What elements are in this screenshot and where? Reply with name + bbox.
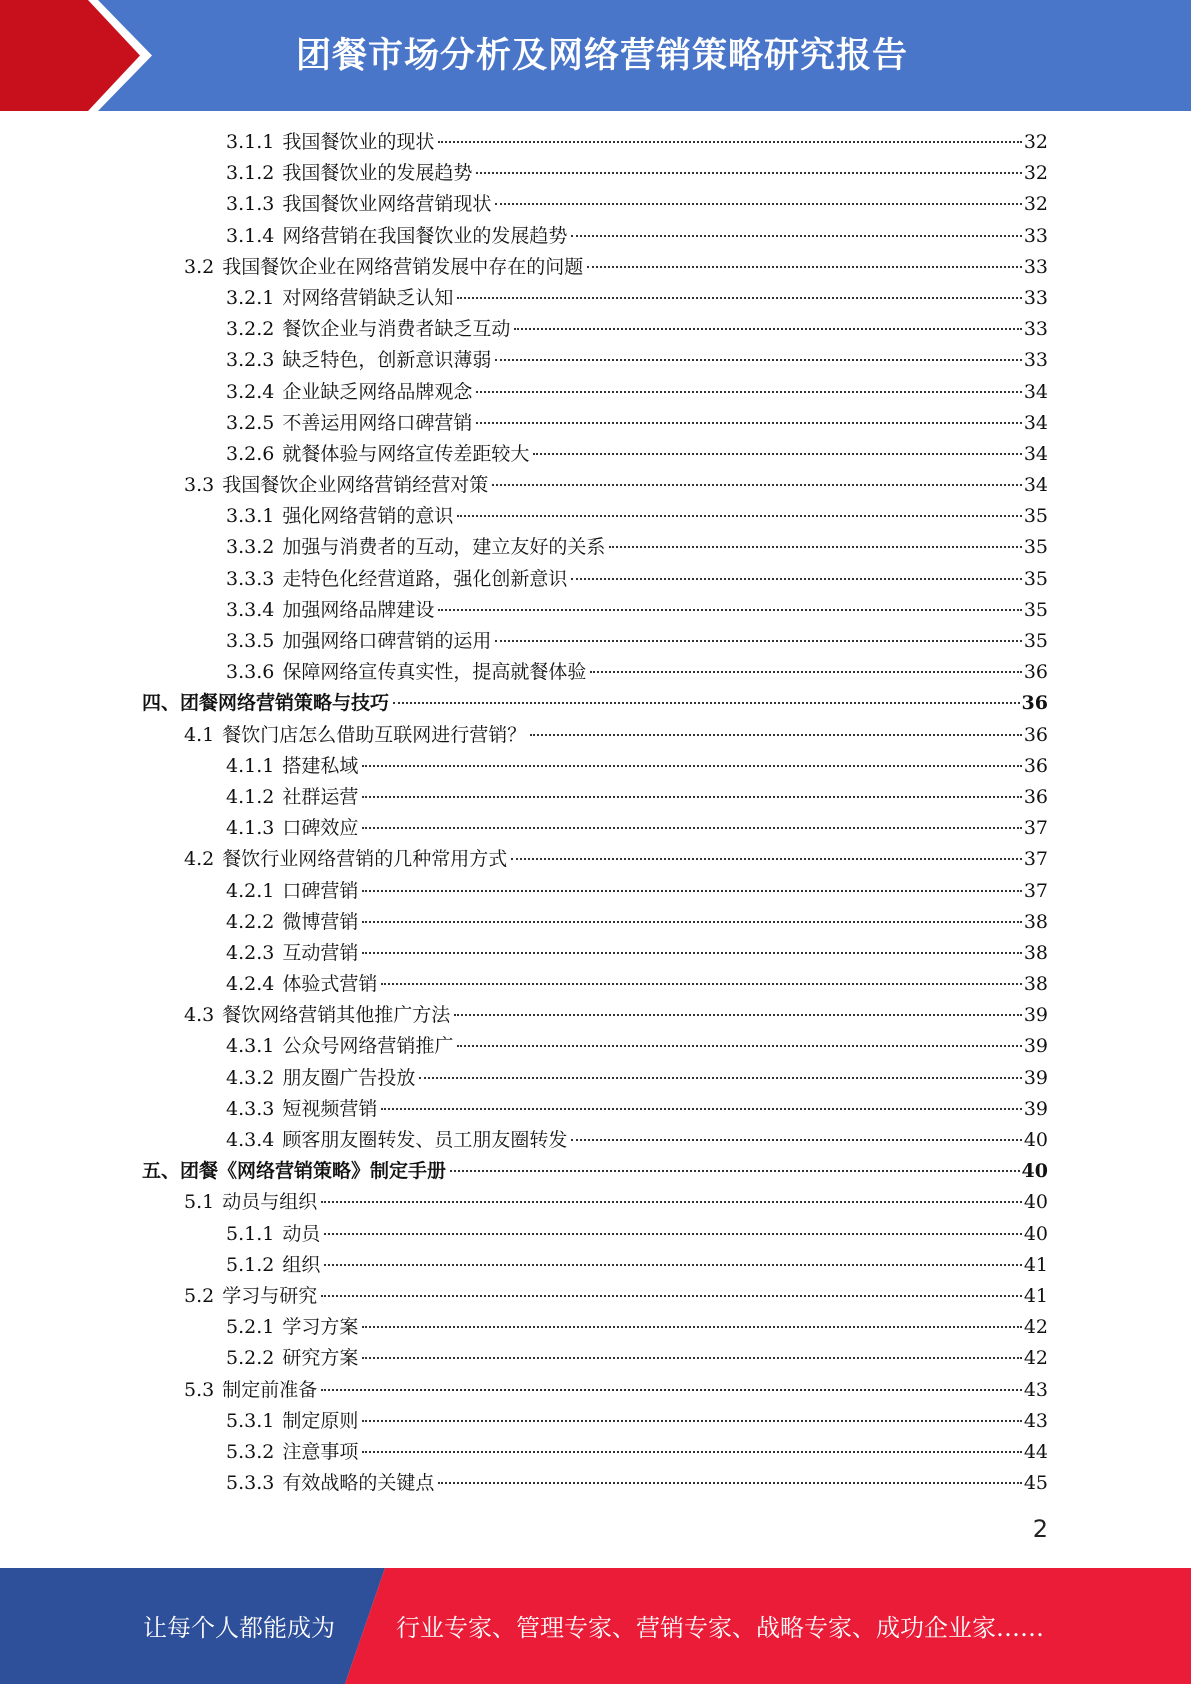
toc-entry-number: 4.3.3	[226, 1097, 275, 1120]
toc-entry[interactable]	[0, 1156, 1191, 1187]
toc-entry-page: 38	[1023, 941, 1048, 964]
toc-entry[interactable]	[0, 1312, 1191, 1343]
toc-entry-number: 3.2.4	[226, 380, 275, 403]
toc-entry[interactable]	[0, 1219, 1191, 1250]
toc-entry-page: 45	[1023, 1472, 1048, 1495]
toc-entry-number: 4.2.1	[226, 879, 275, 902]
toc-entry-page: 39	[1023, 1004, 1048, 1027]
toc-leader-dots	[324, 1264, 1021, 1266]
toc-entry-title: 口碑营销	[282, 879, 359, 902]
toc-entry-number: 5.1.1	[226, 1222, 275, 1245]
toc-entry-page: 44	[1023, 1440, 1048, 1463]
toc-entry[interactable]	[0, 1437, 1191, 1468]
toc-leader-dots	[571, 235, 1021, 237]
toc-entry-number: 4.1	[184, 723, 215, 746]
toc-entry-title: 加强网络品牌建设	[282, 598, 435, 621]
toc-entry[interactable]	[0, 813, 1191, 844]
toc-entry-title: 研究方案	[282, 1347, 359, 1370]
toc-entry-page: 34	[1023, 380, 1048, 403]
toc-entry[interactable]	[0, 1281, 1191, 1312]
toc-entry-number: 3.3	[184, 474, 215, 497]
toc-leader-dots	[457, 297, 1021, 299]
footer-slogan-left: 让每个人都能成为	[143, 1614, 335, 1642]
toc-leader-dots	[321, 1201, 1022, 1203]
toc-entry-number: 4.2	[184, 848, 215, 871]
toc-leader-dots	[321, 1295, 1022, 1297]
toc-leader-dots	[609, 546, 1021, 548]
toc-entry-number: 5.3.1	[226, 1409, 275, 1432]
toc-entry-number: 5.2.2	[226, 1347, 275, 1370]
toc-entry-title: 走特色化经营道路，强化创新意识	[282, 567, 568, 590]
toc-entry[interactable]	[0, 127, 1191, 158]
toc-entry-title: 制定原则	[282, 1409, 359, 1432]
toc-entry-page: 35	[1023, 536, 1048, 559]
toc-entry-number: 4.3.1	[226, 1035, 275, 1058]
toc-entry-title: 互动营销	[282, 941, 359, 964]
toc-entry[interactable]	[0, 1031, 1191, 1062]
toc-entry-title: 短视频营销	[282, 1097, 378, 1120]
toc-entry-number: 4.3.2	[226, 1066, 275, 1089]
toc-entry[interactable]	[0, 1063, 1191, 1094]
toc-entry[interactable]	[0, 751, 1191, 782]
toc-entry-number: 3.2.2	[226, 318, 275, 341]
toc-leader-dots	[393, 702, 1020, 704]
toc-leader-dots	[362, 765, 1021, 767]
toc-entry[interactable]	[0, 501, 1191, 532]
toc-leader-dots	[571, 578, 1021, 580]
toc-entry-page: 33	[1023, 349, 1048, 372]
toc-entry[interactable]	[0, 283, 1191, 314]
toc-entry-number: 3.3.6	[226, 661, 275, 684]
toc-entry-page: 43	[1023, 1409, 1048, 1432]
toc-entry-number: 3.1.4	[226, 224, 275, 247]
toc-leader-dots	[533, 453, 1021, 455]
toc-entry-number: 3.2.3	[226, 349, 275, 372]
toc-entry-number: 3.1.3	[226, 193, 275, 216]
toc-leader-dots	[438, 1482, 1021, 1484]
toc-entry-number: 4.2.2	[226, 910, 275, 933]
toc-leader-dots	[381, 1108, 1021, 1110]
toc-entry-page: 42	[1023, 1347, 1048, 1370]
toc-entry-page: 35	[1023, 630, 1048, 652]
toc-entry-page: 32	[1023, 131, 1048, 153]
toc-leader-dots	[321, 1389, 1022, 1391]
toc-leader-dots	[587, 266, 1022, 268]
toc-entry[interactable]	[0, 408, 1191, 439]
toc-leader-dots	[362, 890, 1021, 892]
toc-entry-title: 网络营销在我国餐饮业的发展趋势	[282, 224, 568, 247]
toc-entry-page: 33	[1023, 255, 1048, 278]
toc-entry-page: 32	[1023, 162, 1048, 185]
toc-entry-title: 口碑效应	[282, 817, 359, 840]
toc-entry-page: 40	[1021, 1160, 1048, 1183]
toc-entry[interactable]	[0, 345, 1191, 376]
toc-entry-page: 35	[1023, 567, 1048, 590]
toc-entry[interactable]	[0, 969, 1191, 1000]
toc-entry-title: 对网络营销缺乏认知	[282, 286, 454, 309]
toc-entry-title: 顾客朋友圈转发、员工朋友圈转发	[282, 1129, 568, 1151]
toc-entry-page: 35	[1023, 505, 1048, 528]
toc-entry[interactable]	[0, 907, 1191, 938]
toc-entry-title: 餐饮门店怎么借助互联网进行营销？	[222, 723, 527, 746]
toc-entry-page: 33	[1023, 224, 1048, 247]
toc-entry-page: 39	[1023, 1066, 1048, 1089]
toc-entry[interactable]	[0, 532, 1191, 563]
toc-entry-title: 我国餐饮业网络营销现状	[282, 193, 492, 216]
toc-entry[interactable]	[0, 626, 1191, 657]
toc-entry-page: 34	[1023, 474, 1048, 497]
toc-entry-page: 40	[1023, 1222, 1048, 1245]
toc-leader-dots	[362, 1357, 1021, 1359]
toc-entry[interactable]	[0, 688, 1191, 719]
toc-entry-page: 36	[1021, 692, 1048, 715]
toc-leader-dots	[514, 328, 1021, 330]
toc-entry-title: 社群运营	[282, 785, 359, 808]
page-header	[0, 0, 1191, 111]
toc-entry-title: 不善运用网络口碑营销	[282, 411, 473, 434]
toc-entry-number: 5.2.1	[226, 1316, 275, 1339]
toc-entry-title: 餐饮企业与消费者缺乏互动	[282, 318, 511, 341]
toc-entry-title: 我国餐饮企业在网络营销发展中存在的问题	[222, 255, 584, 278]
toc-entry-title: 企业缺乏网络品牌观念	[282, 380, 473, 403]
report-title: 团餐市场分析及网络营销策略研究报告	[296, 36, 909, 76]
toc-entry-number: 3.1.1	[226, 131, 275, 153]
toc-leader-dots	[362, 796, 1021, 798]
toc-entry-page: 36	[1023, 754, 1048, 777]
toc-leader-dots	[492, 484, 1022, 486]
page-footer	[0, 1568, 1191, 1684]
toc-entry-number: 3.2.5	[226, 411, 275, 434]
toc-entry[interactable]	[0, 377, 1191, 408]
toc-leader-dots	[476, 391, 1021, 393]
red-chevron-logo	[0, 0, 160, 111]
toc-entry-title: 公众号网络营销推广	[282, 1035, 454, 1058]
toc-entry[interactable]	[0, 938, 1191, 969]
toc-leader-dots	[438, 141, 1021, 143]
toc-entry[interactable]	[0, 782, 1191, 813]
toc-entry-number: 四、	[142, 692, 181, 715]
toc-entry-page: 32	[1023, 193, 1048, 216]
toc-entry-number: 4.1.1	[226, 754, 275, 777]
toc-entry-number: 4.1.2	[226, 785, 275, 808]
toc-entry-number: 4.2.3	[226, 941, 275, 964]
toc-entry-number: 3.3.3	[226, 567, 275, 590]
toc-leader-dots	[362, 1420, 1021, 1422]
toc-leader-dots	[362, 827, 1021, 829]
toc-entry-page: 36	[1023, 785, 1048, 808]
toc-entry[interactable]	[0, 314, 1191, 345]
toc-entry-number: 5.1.2	[226, 1253, 275, 1276]
toc-entry[interactable]	[0, 1343, 1191, 1374]
toc-entry-page: 41	[1023, 1284, 1048, 1307]
toc-entry-title: 微博营销	[282, 910, 359, 933]
toc-leader-dots	[362, 1326, 1021, 1328]
toc-leader-dots	[495, 359, 1021, 361]
toc-entry-number: 5.2	[184, 1284, 215, 1307]
toc-entry-number: 5.1	[184, 1191, 215, 1214]
toc-entry[interactable]	[0, 1406, 1191, 1437]
toc-entry-title: 组织	[282, 1253, 321, 1276]
chevron-red-fill	[0, 0, 140, 111]
toc-entry-page: 37	[1023, 817, 1048, 840]
toc-entry-title: 团餐网络营销策略与技巧	[180, 692, 390, 715]
toc-entry-page: 33	[1023, 318, 1048, 341]
toc-entry-number: 3.3.4	[226, 598, 275, 621]
toc-entry-title: 体验式营销	[282, 973, 378, 996]
toc-leader-dots	[476, 172, 1021, 174]
toc-entry-number: 5.3	[184, 1378, 215, 1401]
toc-entry[interactable]	[0, 564, 1191, 595]
toc-leader-dots	[530, 734, 1022, 736]
toc-entry-title: 缺乏特色，创新意识薄弱	[282, 349, 492, 372]
toc-entry[interactable]	[0, 1468, 1191, 1499]
toc-entry-page: 41	[1023, 1253, 1048, 1276]
toc-entry-page: 38	[1023, 910, 1048, 933]
toc-entry[interactable]	[0, 1187, 1191, 1218]
toc-leader-dots	[454, 1014, 1022, 1016]
toc-leader-dots	[495, 640, 1021, 642]
toc-entry[interactable]	[0, 876, 1191, 907]
toc-entry[interactable]	[0, 595, 1191, 626]
toc-entry-number: 五、	[142, 1160, 181, 1183]
toc-entry-number: 3.2	[184, 255, 215, 278]
toc-entry-number: 4.3	[184, 1004, 215, 1027]
toc-entry-page: 42	[1023, 1316, 1048, 1339]
toc-entry-page: 37	[1023, 848, 1048, 871]
toc-leader-dots	[495, 203, 1021, 205]
toc-entry-number: 3.3.2	[226, 536, 275, 559]
toc-entry-title: 我国餐饮业的发展趋势	[282, 162, 473, 185]
toc-entry-number: 3.2.6	[226, 442, 275, 465]
toc-entry-title: 保障网络宣传真实性，提高就餐体验	[282, 661, 587, 684]
toc-entry-page: 36	[1023, 661, 1048, 684]
toc-leader-dots	[438, 609, 1021, 611]
toc-entry[interactable]	[0, 470, 1191, 501]
toc-entry[interactable]	[0, 252, 1191, 283]
toc-leader-dots	[362, 921, 1021, 923]
toc-entry-number: 5.3.2	[226, 1440, 275, 1463]
toc-entry-title: 搭建私域	[282, 754, 359, 777]
toc-leader-dots	[571, 1139, 1021, 1141]
toc-entry-page: 33	[1023, 286, 1048, 309]
toc-entry-title: 学习与研究	[222, 1284, 318, 1307]
toc-entry-page: 43	[1023, 1378, 1048, 1401]
toc-entry[interactable]	[0, 844, 1191, 875]
toc-leader-dots	[419, 1077, 1021, 1079]
toc-entry-title: 强化网络营销的意识	[282, 505, 454, 528]
toc-entry[interactable]	[0, 1000, 1191, 1031]
toc-entry[interactable]	[0, 1094, 1191, 1125]
toc-entry-number: 4.1.3	[226, 817, 275, 840]
toc-leader-dots	[590, 671, 1021, 673]
footer-slogan-right: 行业专家、管理专家、营销专家、战略专家、成功企业家……	[396, 1614, 1044, 1642]
toc-entry-title: 制定前准备	[222, 1378, 318, 1401]
toc-entry-title: 餐饮网络营销其他推广方法	[222, 1004, 451, 1027]
toc-entry-title: 加强与消费者的互动，建立友好的关系	[282, 536, 606, 559]
toc-entry[interactable]	[0, 1250, 1191, 1281]
toc-entry-page: 40	[1023, 1191, 1048, 1214]
toc-entry-title: 学习方案	[282, 1316, 359, 1339]
toc-entry-title: 有效战略的关键点	[282, 1472, 435, 1495]
toc-entry-title: 餐饮行业网络营销的几种常用方式	[222, 848, 508, 871]
toc-entry[interactable]	[0, 158, 1191, 189]
toc-entry[interactable]	[0, 1375, 1191, 1406]
page-number: 2	[1032, 1515, 1048, 1543]
toc-entry[interactable]	[0, 221, 1191, 252]
toc-leader-dots	[457, 1045, 1021, 1047]
toc-leader-dots	[511, 858, 1022, 860]
toc-entry-title: 朋友圈广告投放	[282, 1066, 416, 1089]
toc-entry[interactable]	[0, 1125, 1191, 1156]
toc-entry-title: 团餐《网络营销策略》制定手册	[180, 1160, 447, 1183]
toc-leader-dots	[324, 1233, 1021, 1235]
toc-entry-title: 我国餐饮业的现状	[282, 131, 435, 153]
toc-entry-number: 4.2.4	[226, 973, 275, 996]
toc-entry-number: 3.1.2	[226, 162, 275, 185]
toc-entry-page: 39	[1023, 1097, 1048, 1120]
toc-entry-number: 3.3.1	[226, 505, 275, 528]
toc-entry-page: 38	[1023, 973, 1048, 996]
toc-entry-number: 4.3.4	[226, 1129, 275, 1151]
toc-entry-title: 动员	[282, 1222, 321, 1245]
table-of-contents	[0, 127, 1191, 1499]
toc-entry-title: 加强网络口碑营销的运用	[282, 630, 492, 652]
toc-entry-page: 35	[1023, 598, 1048, 621]
toc-entry-title: 我国餐饮企业网络营销经营对策	[222, 474, 489, 497]
toc-entry-page: 34	[1023, 442, 1048, 465]
toc-leader-dots	[476, 422, 1021, 424]
toc-entry-page: 37	[1023, 879, 1048, 902]
toc-entry-title: 动员与组织	[222, 1191, 318, 1214]
toc-entry-page: 34	[1023, 411, 1048, 434]
toc-entry-page: 39	[1023, 1035, 1048, 1058]
toc-entry[interactable]	[0, 657, 1191, 688]
toc-leader-dots	[450, 1170, 1020, 1172]
toc-leader-dots	[381, 983, 1021, 985]
toc-entry-title: 注意事项	[282, 1440, 359, 1463]
toc-leader-dots	[362, 1451, 1021, 1453]
toc-leader-dots	[362, 952, 1021, 954]
toc-entry[interactable]	[0, 189, 1191, 220]
toc-entry-number: 3.2.1	[226, 286, 275, 309]
toc-leader-dots	[457, 515, 1021, 517]
toc-entry[interactable]	[0, 439, 1191, 470]
toc-entry[interactable]	[0, 720, 1191, 751]
toc-entry-page: 40	[1023, 1129, 1048, 1151]
toc-entry-page: 36	[1023, 723, 1048, 746]
toc-entry-title: 就餐体验与网络宣传差距较大	[282, 442, 530, 465]
toc-entry-number: 5.3.3	[226, 1472, 275, 1495]
toc-entry-number: 3.3.5	[226, 630, 275, 652]
